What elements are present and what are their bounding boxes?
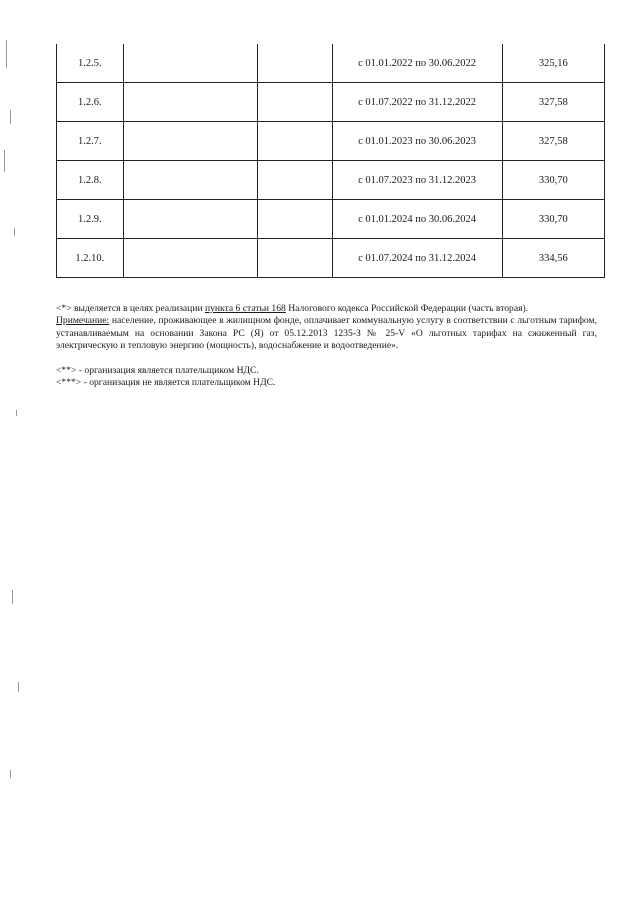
footnote-not-vat-payer: <***> - организация не является плательщиком НДС.	[56, 377, 276, 389]
row-number: 1.2.8.	[57, 161, 124, 200]
row-number: 1.2.7.	[57, 122, 124, 161]
tariff-value: 330,70	[502, 200, 604, 239]
footnote-vat-allocated	[56, 303, 597, 315]
period-cell: с 01.01.2024 по 30.06.2024	[332, 200, 502, 239]
spacer	[56, 353, 597, 365]
period-cell: с 01.07.2024 по 31.12.2024	[332, 239, 502, 278]
table-row	[57, 239, 605, 278]
period-cell: с 01.07.2022 по 31.12.2022	[332, 83, 502, 122]
empty-cell	[257, 83, 332, 122]
empty-cell	[123, 83, 257, 122]
row-number: 1.2.9.	[57, 200, 124, 239]
remark-paragraph	[56, 315, 597, 352]
period-cell: с 01.07.2023 по 31.12.2023	[332, 161, 502, 200]
table-row	[57, 44, 605, 83]
table-row	[57, 83, 605, 122]
table-row	[57, 200, 605, 239]
footnote-text: Налогового кодекса Российской Федерации (часть вторая).	[285, 303, 529, 314]
empty-cell	[123, 239, 257, 278]
tariff-value: 327,58	[502, 83, 604, 122]
tariff-value: 330,70	[502, 161, 604, 200]
row-number: 1.2.5.	[57, 44, 124, 83]
tariff-value: 334,56	[502, 239, 604, 278]
tariff-table	[56, 44, 605, 278]
footnote-vat-payer: <**> - организация является плательщиком НДС.	[56, 364, 259, 376]
tariff-value: 325,16	[502, 44, 604, 83]
tax-code-link[interactable]: пункта 6 статьи 168	[204, 303, 286, 314]
table-row	[57, 122, 605, 161]
row-number: 1.2.10.	[57, 239, 124, 278]
empty-cell	[123, 44, 257, 83]
scan-artifact	[4, 150, 5, 172]
period-cell: с 01.01.2023 по 30.06.2023	[332, 122, 502, 161]
period-cell: с 01.01.2022 по 30.06.2022	[332, 44, 502, 83]
empty-cell	[257, 200, 332, 239]
footnote-text: <*> выделяется в целях реализации	[56, 303, 205, 314]
empty-cell	[257, 44, 332, 83]
empty-cell	[257, 239, 332, 278]
empty-cell	[257, 161, 332, 200]
remark-text: население, проживающее в жилищном фонде, оплачивает коммунальную услугу в соответствии с льготным тарифом, устанавливаемым на основании Закона РС (Я) от 05.12.2013 1235-З № 25-V «О льготных тарифах на сжиженный газ, электрическую и тепловую энергию (мощность), водоснабжение и водоотведение».	[56, 315, 597, 352]
tariff-table-body	[57, 44, 605, 278]
scan-artifact	[18, 682, 19, 692]
scan-artifact	[10, 770, 11, 778]
remark-label: Примечание:	[56, 315, 110, 327]
row-number: 1.2.6.	[57, 83, 124, 122]
empty-cell	[123, 161, 257, 200]
tariff-value: 327,58	[502, 122, 604, 161]
scan-artifact	[16, 410, 17, 416]
empty-cell	[123, 122, 257, 161]
footnotes-block	[56, 303, 597, 389]
scan-artifact	[12, 590, 13, 604]
scan-artifact	[6, 40, 7, 68]
scan-artifact	[14, 228, 15, 236]
empty-cell	[257, 122, 332, 161]
scan-artifact	[10, 110, 11, 124]
table-row	[57, 161, 605, 200]
empty-cell	[123, 200, 257, 239]
